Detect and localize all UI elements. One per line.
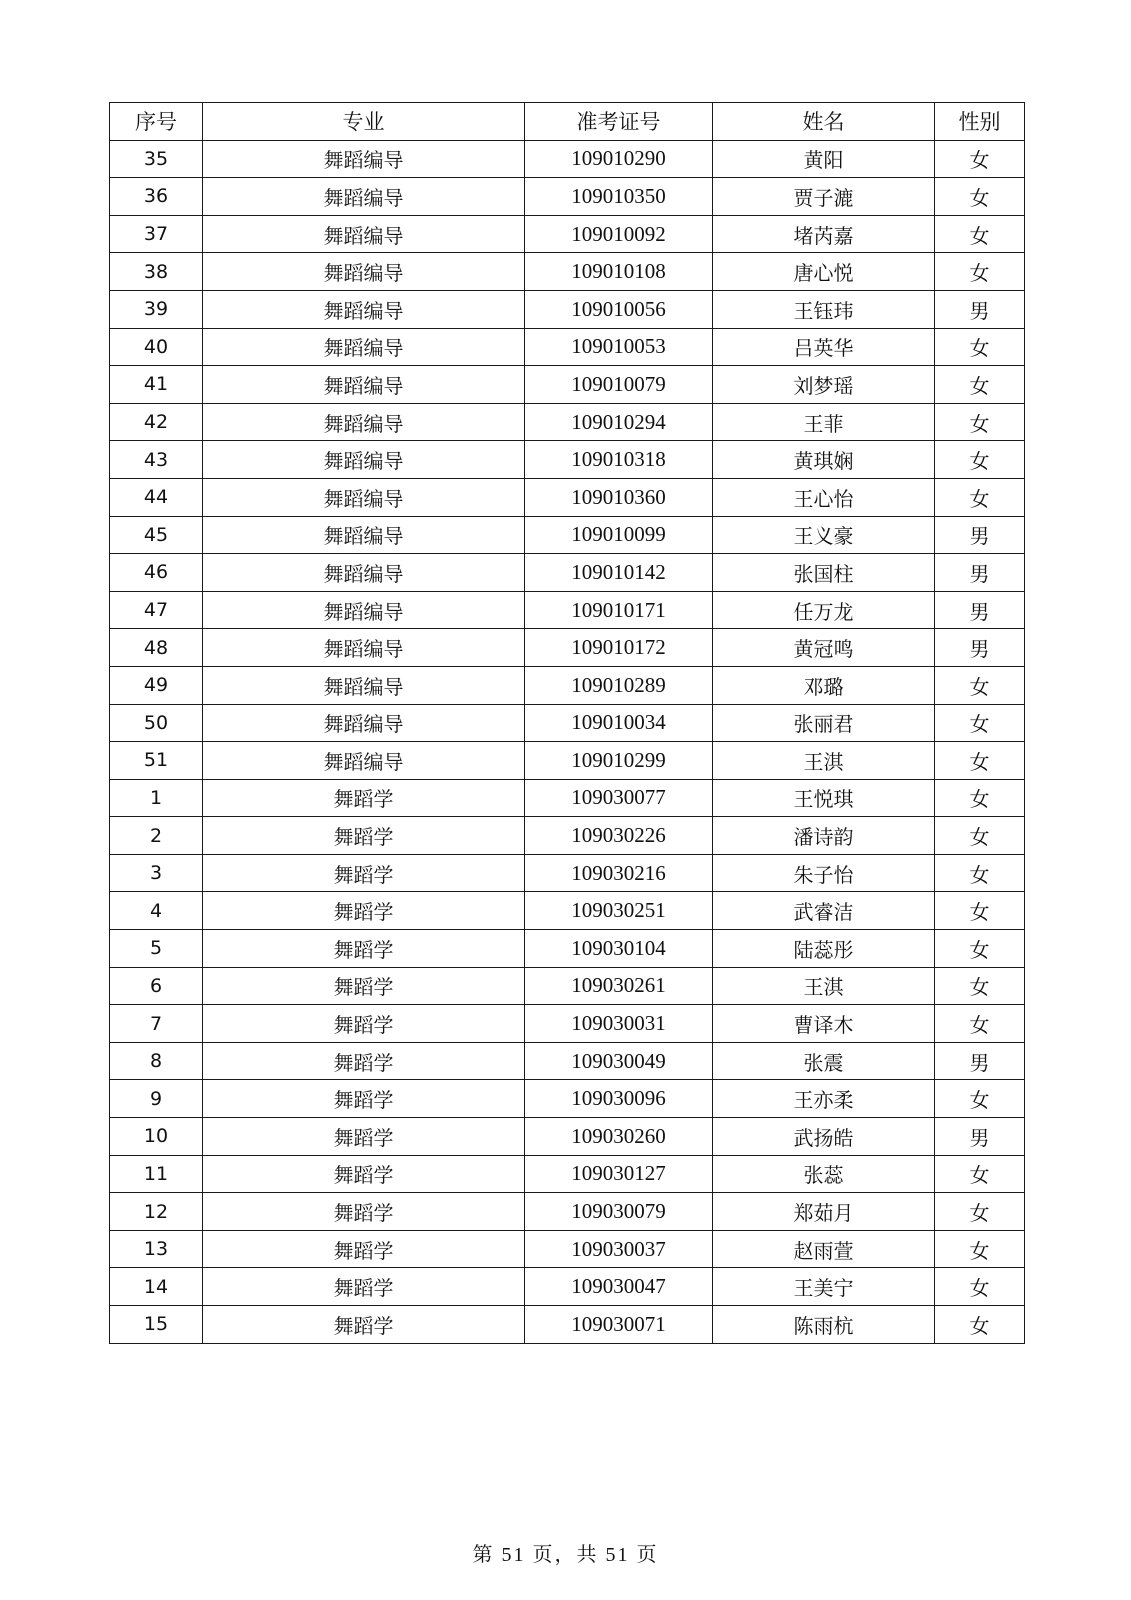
cell-index: 50 xyxy=(110,704,203,742)
cell-gender: 女 xyxy=(935,366,1025,404)
cell-gender: 女 xyxy=(935,930,1025,968)
cell-ticket-number: 109030071 xyxy=(525,1306,713,1344)
table-row xyxy=(110,817,1025,855)
cell-ticket-number: 109030127 xyxy=(525,1155,713,1193)
cell-major: 舞蹈编导 xyxy=(203,704,525,742)
cell-index: 15 xyxy=(110,1306,203,1344)
cell-ticket-number: 109010350 xyxy=(525,178,713,216)
cell-index: 39 xyxy=(110,290,203,328)
cell-name: 王心怡 xyxy=(713,478,935,516)
cell-ticket-number: 109030226 xyxy=(525,817,713,855)
cell-gender: 女 xyxy=(935,1268,1025,1306)
cell-ticket-number: 109010092 xyxy=(525,215,713,253)
cell-major: 舞蹈编导 xyxy=(203,178,525,216)
table-row xyxy=(110,704,1025,742)
cell-index: 45 xyxy=(110,516,203,554)
cell-ticket-number: 109010360 xyxy=(525,478,713,516)
cell-name: 陈雨杭 xyxy=(713,1306,935,1344)
cell-index: 3 xyxy=(110,854,203,892)
cell-ticket-number: 109010053 xyxy=(525,328,713,366)
cell-name: 吕英华 xyxy=(713,328,935,366)
header-index: 序号 xyxy=(110,103,203,141)
cell-name: 刘梦瑶 xyxy=(713,366,935,404)
cell-gender: 女 xyxy=(935,779,1025,817)
header-gender: 性别 xyxy=(935,103,1025,141)
cell-gender: 女 xyxy=(935,666,1025,704)
cell-index: 47 xyxy=(110,591,203,629)
cell-major: 舞蹈学 xyxy=(203,892,525,930)
cell-gender: 女 xyxy=(935,215,1025,253)
cell-index: 14 xyxy=(110,1268,203,1306)
cell-major: 舞蹈学 xyxy=(203,1230,525,1268)
cell-major: 舞蹈编导 xyxy=(203,629,525,667)
cell-name: 张丽君 xyxy=(713,704,935,742)
table-row xyxy=(110,666,1025,704)
cell-index: 49 xyxy=(110,666,203,704)
cell-gender: 女 xyxy=(935,178,1025,216)
cell-gender: 男 xyxy=(935,629,1025,667)
cell-major: 舞蹈编导 xyxy=(203,366,525,404)
cell-major: 舞蹈编导 xyxy=(203,441,525,479)
cell-name: 武扬皓 xyxy=(713,1118,935,1156)
cell-name: 王悦琪 xyxy=(713,779,935,817)
table-row xyxy=(110,290,1025,328)
cell-gender: 男 xyxy=(935,516,1025,554)
cell-name: 潘诗韵 xyxy=(713,817,935,855)
table-row xyxy=(110,554,1025,592)
table-row xyxy=(110,854,1025,892)
cell-gender: 男 xyxy=(935,591,1025,629)
cell-name: 王亦柔 xyxy=(713,1080,935,1118)
table-row xyxy=(110,478,1025,516)
cell-ticket-number: 109030079 xyxy=(525,1193,713,1231)
admission-list-table xyxy=(109,102,1025,1344)
cell-ticket-number: 109010290 xyxy=(525,140,713,178)
cell-name: 王钰玮 xyxy=(713,290,935,328)
table-row xyxy=(110,1118,1025,1156)
cell-major: 舞蹈学 xyxy=(203,1193,525,1231)
cell-name: 王淇 xyxy=(713,967,935,1005)
cell-gender: 女 xyxy=(935,892,1025,930)
table-row xyxy=(110,328,1025,366)
cell-gender: 女 xyxy=(935,742,1025,780)
cell-gender: 女 xyxy=(935,140,1025,178)
cell-ticket-number: 109030049 xyxy=(525,1042,713,1080)
table-row xyxy=(110,1230,1025,1268)
cell-ticket-number: 109010289 xyxy=(525,666,713,704)
cell-index: 37 xyxy=(110,215,203,253)
cell-major: 舞蹈学 xyxy=(203,817,525,855)
cell-name: 黄阳 xyxy=(713,140,935,178)
table-row xyxy=(110,403,1025,441)
cell-major: 舞蹈编导 xyxy=(203,591,525,629)
cell-ticket-number: 109030037 xyxy=(525,1230,713,1268)
cell-index: 5 xyxy=(110,930,203,968)
table-row xyxy=(110,1155,1025,1193)
table-body xyxy=(110,140,1025,1343)
cell-ticket-number: 109010299 xyxy=(525,742,713,780)
table-row xyxy=(110,1005,1025,1043)
cell-major: 舞蹈学 xyxy=(203,967,525,1005)
cell-name: 贾子漉 xyxy=(713,178,935,216)
cell-gender: 女 xyxy=(935,478,1025,516)
cell-major: 舞蹈编导 xyxy=(203,666,525,704)
cell-gender: 女 xyxy=(935,1005,1025,1043)
cell-major: 舞蹈学 xyxy=(203,854,525,892)
cell-major: 舞蹈编导 xyxy=(203,215,525,253)
cell-gender: 男 xyxy=(935,290,1025,328)
table-header xyxy=(110,103,1025,141)
cell-major: 舞蹈学 xyxy=(203,1042,525,1080)
cell-name: 郑茹月 xyxy=(713,1193,935,1231)
cell-gender: 女 xyxy=(935,1193,1025,1231)
cell-gender: 男 xyxy=(935,1042,1025,1080)
cell-gender: 女 xyxy=(935,704,1025,742)
cell-gender: 女 xyxy=(935,328,1025,366)
cell-major: 舞蹈编导 xyxy=(203,140,525,178)
cell-ticket-number: 109010142 xyxy=(525,554,713,592)
cell-ticket-number: 109010172 xyxy=(525,629,713,667)
cell-name: 张国柱 xyxy=(713,554,935,592)
cell-index: 13 xyxy=(110,1230,203,1268)
cell-gender: 女 xyxy=(935,441,1025,479)
cell-name: 朱子怡 xyxy=(713,854,935,892)
cell-ticket-number: 109010056 xyxy=(525,290,713,328)
cell-name: 黄冠鸣 xyxy=(713,629,935,667)
cell-index: 4 xyxy=(110,892,203,930)
cell-gender: 女 xyxy=(935,1230,1025,1268)
cell-index: 38 xyxy=(110,253,203,291)
cell-name: 王义豪 xyxy=(713,516,935,554)
table-row xyxy=(110,892,1025,930)
cell-gender: 女 xyxy=(935,1080,1025,1118)
cell-name: 王美宁 xyxy=(713,1268,935,1306)
cell-gender: 女 xyxy=(935,854,1025,892)
header-ticket-number: 准考证号 xyxy=(525,103,713,141)
cell-name: 王淇 xyxy=(713,742,935,780)
cell-ticket-number: 109030261 xyxy=(525,967,713,1005)
cell-gender: 女 xyxy=(935,403,1025,441)
table-row xyxy=(110,1306,1025,1344)
table-row xyxy=(110,516,1025,554)
cell-ticket-number: 109030047 xyxy=(525,1268,713,1306)
cell-index: 48 xyxy=(110,629,203,667)
cell-name: 陆蕊彤 xyxy=(713,930,935,968)
cell-index: 40 xyxy=(110,328,203,366)
cell-index: 44 xyxy=(110,478,203,516)
cell-index: 2 xyxy=(110,817,203,855)
cell-major: 舞蹈编导 xyxy=(203,742,525,780)
cell-ticket-number: 109030104 xyxy=(525,930,713,968)
cell-index: 51 xyxy=(110,742,203,780)
cell-major: 舞蹈学 xyxy=(203,1306,525,1344)
page-footer: 第 51 页，共 51 页 xyxy=(472,1544,659,1566)
cell-name: 王菲 xyxy=(713,403,935,441)
cell-index: 9 xyxy=(110,1080,203,1118)
table-row xyxy=(110,779,1025,817)
cell-name: 张蕊 xyxy=(713,1155,935,1193)
cell-major: 舞蹈编导 xyxy=(203,403,525,441)
table-row xyxy=(110,629,1025,667)
table-row xyxy=(110,253,1025,291)
cell-gender: 女 xyxy=(935,1155,1025,1193)
cell-index: 10 xyxy=(110,1118,203,1156)
cell-index: 11 xyxy=(110,1155,203,1193)
cell-name: 曹译木 xyxy=(713,1005,935,1043)
header-major: 专业 xyxy=(203,103,525,141)
table-row xyxy=(110,967,1025,1005)
table-row xyxy=(110,366,1025,404)
cell-name: 武睿洁 xyxy=(713,892,935,930)
cell-major: 舞蹈学 xyxy=(203,779,525,817)
table-row xyxy=(110,1042,1025,1080)
cell-name: 邓璐 xyxy=(713,666,935,704)
table-row xyxy=(110,591,1025,629)
cell-major: 舞蹈编导 xyxy=(203,516,525,554)
cell-major: 舞蹈编导 xyxy=(203,253,525,291)
cell-major: 舞蹈学 xyxy=(203,930,525,968)
cell-name: 任万龙 xyxy=(713,591,935,629)
cell-ticket-number: 109010318 xyxy=(525,441,713,479)
cell-index: 36 xyxy=(110,178,203,216)
header-row xyxy=(110,103,1025,141)
table-row xyxy=(110,178,1025,216)
cell-gender: 女 xyxy=(935,817,1025,855)
table-row xyxy=(110,930,1025,968)
cell-index: 1 xyxy=(110,779,203,817)
cell-ticket-number: 109030077 xyxy=(525,779,713,817)
cell-ticket-number: 109030260 xyxy=(525,1118,713,1156)
cell-ticket-number: 109010079 xyxy=(525,366,713,404)
cell-name: 张震 xyxy=(713,1042,935,1080)
cell-ticket-number: 109030031 xyxy=(525,1005,713,1043)
cell-name: 唐心悦 xyxy=(713,253,935,291)
cell-name: 赵雨萱 xyxy=(713,1230,935,1268)
cell-ticket-number: 109030096 xyxy=(525,1080,713,1118)
cell-major: 舞蹈学 xyxy=(203,1080,525,1118)
cell-major: 舞蹈编导 xyxy=(203,554,525,592)
cell-name: 黄琪娴 xyxy=(713,441,935,479)
cell-index: 35 xyxy=(110,140,203,178)
cell-index: 7 xyxy=(110,1005,203,1043)
cell-major: 舞蹈学 xyxy=(203,1155,525,1193)
table-row xyxy=(110,215,1025,253)
cell-major: 舞蹈编导 xyxy=(203,290,525,328)
cell-major: 舞蹈学 xyxy=(203,1268,525,1306)
cell-major: 舞蹈学 xyxy=(203,1005,525,1043)
cell-index: 8 xyxy=(110,1042,203,1080)
cell-major: 舞蹈编导 xyxy=(203,328,525,366)
cell-major: 舞蹈学 xyxy=(203,1118,525,1156)
cell-ticket-number: 109010171 xyxy=(525,591,713,629)
cell-index: 6 xyxy=(110,967,203,1005)
table-row xyxy=(110,1193,1025,1231)
cell-index: 46 xyxy=(110,554,203,592)
cell-gender: 男 xyxy=(935,1118,1025,1156)
table-row xyxy=(110,1080,1025,1118)
cell-gender: 女 xyxy=(935,253,1025,291)
table-row xyxy=(110,742,1025,780)
header-name: 姓名 xyxy=(713,103,935,141)
cell-ticket-number: 109030216 xyxy=(525,854,713,892)
cell-major: 舞蹈编导 xyxy=(203,478,525,516)
cell-name: 堵芮嘉 xyxy=(713,215,935,253)
cell-gender: 女 xyxy=(935,1306,1025,1344)
cell-index: 41 xyxy=(110,366,203,404)
cell-ticket-number: 109010294 xyxy=(525,403,713,441)
table-row xyxy=(110,441,1025,479)
cell-ticket-number: 109030251 xyxy=(525,892,713,930)
table-row xyxy=(110,140,1025,178)
cell-gender: 男 xyxy=(935,554,1025,592)
cell-index: 42 xyxy=(110,403,203,441)
cell-gender: 女 xyxy=(935,967,1025,1005)
cell-index: 43 xyxy=(110,441,203,479)
cell-ticket-number: 109010099 xyxy=(525,516,713,554)
cell-ticket-number: 109010034 xyxy=(525,704,713,742)
cell-ticket-number: 109010108 xyxy=(525,253,713,291)
cell-index: 12 xyxy=(110,1193,203,1231)
table-row xyxy=(110,1268,1025,1306)
